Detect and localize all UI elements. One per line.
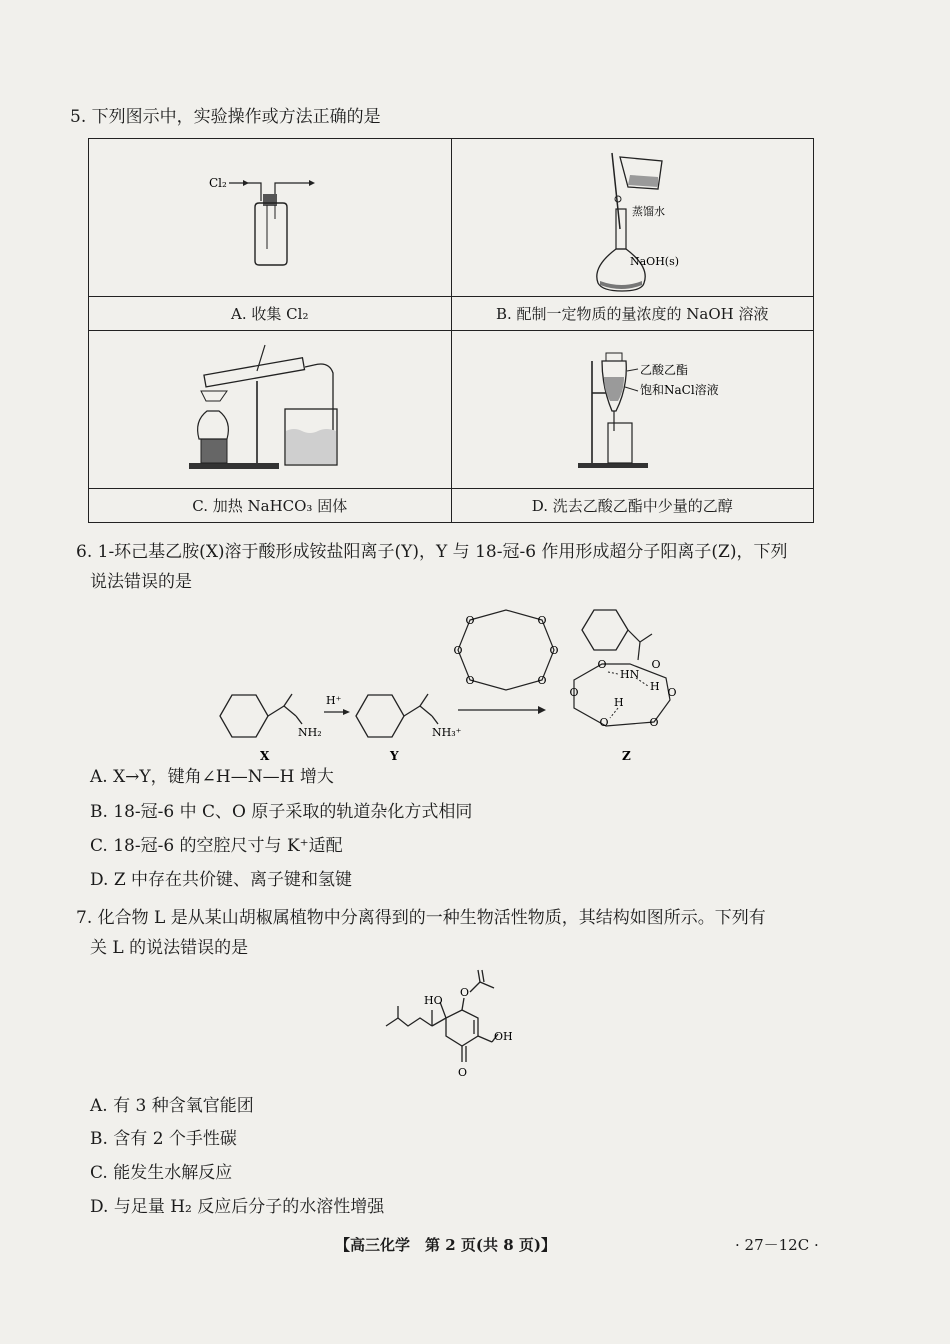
nacl-solution-label: 饱和NaCl溶液 xyxy=(639,383,719,397)
q6-reaction-scheme xyxy=(210,598,680,762)
q6-option-a: A. X→Y，键角∠H—N—H 增大 xyxy=(90,767,334,787)
cl2-label: Cl₂ xyxy=(209,176,227,190)
q7-option-a: A. 有 3 种含氧官能团 xyxy=(90,1096,254,1116)
q6-option-d: D. Z 中存在共价键、离子键和氢键 xyxy=(90,870,353,890)
ethyl-acetate-label: 乙酸乙酯 xyxy=(639,363,688,377)
x-nh2-label: NH₂ xyxy=(298,726,322,739)
q5-caption-c: C. 加热 NaHCO₃ 固体 xyxy=(89,489,452,523)
q7-ester-o-label: O xyxy=(460,986,470,999)
q7-keto-o-label: O xyxy=(458,1066,468,1079)
q6-option-c: C. 18-冠-6 的空腔尺寸与 K⁺适配 xyxy=(90,836,343,856)
q5-cell-a-figure xyxy=(89,139,452,297)
y-cyclohexane-ring xyxy=(356,695,404,737)
naoh-solid-label: NaOH(s) xyxy=(629,255,679,268)
crown-o-3: O xyxy=(549,644,559,657)
q5-caption-a: A. 收集 Cl₂ xyxy=(89,297,452,331)
q5-cell-b-figure xyxy=(451,139,814,297)
h-plus-label: H⁺ xyxy=(326,694,342,707)
q5-cell-c-figure xyxy=(89,331,452,489)
z-o-3: O xyxy=(667,686,677,699)
z-hn-label: HN xyxy=(620,668,640,681)
q7-ho-label: HO xyxy=(424,994,443,1007)
q5-figure-table xyxy=(88,138,814,523)
q7-stem-line2: 关 L 的说法错误的是 xyxy=(90,938,249,958)
supramolecular-z xyxy=(569,610,676,762)
q7-compound-l-structure xyxy=(380,966,530,1080)
page-footer-title: 【高三化学 第 2 页(共 8 页)】 xyxy=(335,1236,556,1254)
distilled-water-label: 蒸馏水 xyxy=(631,205,665,218)
q6-stem-line1: 6. 1-环己基乙胺(X)溶于酸形成铵盐阳离子(Y)，Y 与 18-冠-6 作用形成超分子阳离子(Z)，下列 xyxy=(76,542,788,562)
volumetric-flask-figure xyxy=(452,139,830,296)
heating-apparatus-figure xyxy=(89,331,435,488)
separatory-funnel-figure xyxy=(452,331,830,488)
q5-caption-b: B. 配制一定物质的量浓度的 NaOH 溶液 xyxy=(451,297,814,331)
z-o-2: O xyxy=(651,658,661,671)
crown-ether-18-6 xyxy=(453,610,558,690)
z-label: Z xyxy=(622,749,631,762)
z-h-label-1: H xyxy=(614,696,624,709)
crown-o-5: O xyxy=(465,674,475,687)
gas-washing-bottle-figure xyxy=(89,139,435,296)
y-nh3-label: NH₃⁺ xyxy=(432,726,462,739)
x-cyclohexane-ring xyxy=(220,695,268,737)
crown-o-2: O xyxy=(537,614,547,627)
q6-stem-line2: 说法错误的是 xyxy=(90,572,192,592)
q5-cell-d-figure xyxy=(451,331,814,489)
crown-o-6: O xyxy=(453,644,463,657)
page-footer-code: · 27－12C · xyxy=(735,1236,819,1254)
z-o-6: O xyxy=(569,686,579,699)
q6-option-b: B. 18-冠-6 中 C、O 原子采取的轨道杂化方式相同 xyxy=(90,802,473,822)
q7-option-d: D. 与足量 H₂ 反应后分子的水溶性增强 xyxy=(90,1197,385,1217)
q7-option-b: B. 含有 2 个手性碳 xyxy=(90,1129,237,1149)
q7-oh-label: OH xyxy=(494,1030,513,1043)
z-o-1: O xyxy=(597,658,607,671)
x-label: X xyxy=(260,749,270,762)
q7-six-ring xyxy=(446,1010,478,1046)
q7-option-c: C. 能发生水解反应 xyxy=(90,1163,233,1183)
z-o-5: O xyxy=(599,716,609,729)
q5-stem: 5. 下列图示中，实验操作或方法正确的是 xyxy=(70,107,381,127)
z-o-4: O xyxy=(649,716,659,729)
crown-o-4: O xyxy=(537,674,547,687)
z-h-label-2: H xyxy=(650,680,660,693)
crown-o-1: O xyxy=(465,614,475,627)
q7-stem-line1: 7. 化合物 L 是从某山胡椒属植物中分离得到的一种生物活性物质，其结构如图所示。下列有 xyxy=(76,908,766,928)
y-label: Y xyxy=(390,749,399,762)
x-side-chain xyxy=(268,706,296,716)
q5-caption-d: D. 洗去乙酸乙酯中少量的乙醇 xyxy=(451,489,814,523)
